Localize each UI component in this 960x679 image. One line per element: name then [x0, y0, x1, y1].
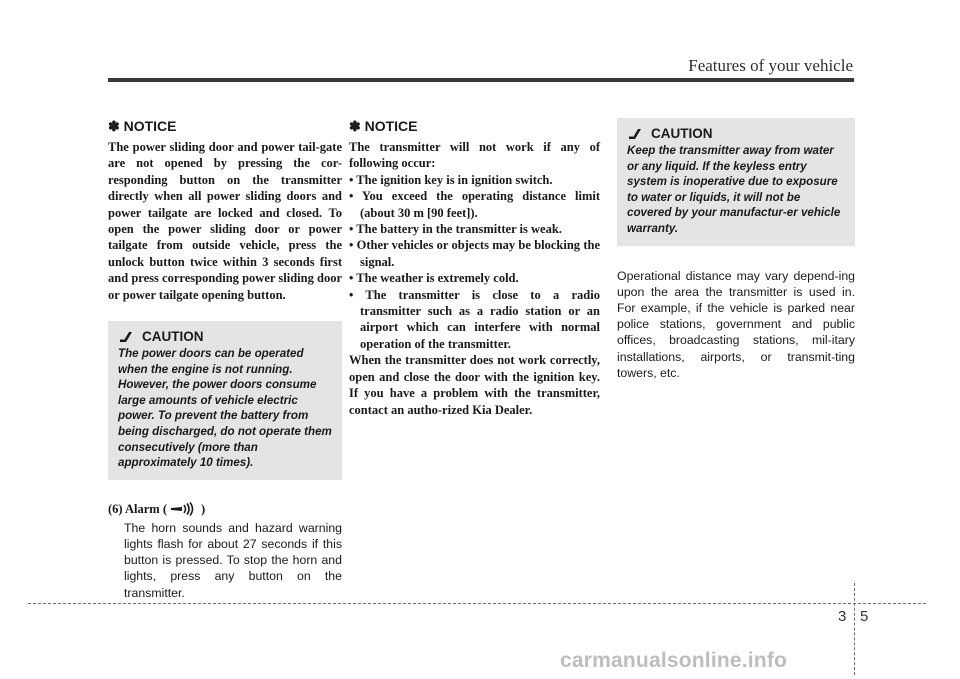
caution-box — [617, 118, 855, 246]
alarm-label-prefix: (6) Alarm ( — [108, 501, 168, 516]
notice-outro: When the transmitter does not work correctly, open and close the door with the ignition key. If you have a problem with the transmitter, contact an autho-rized Kia Dealer. — [349, 353, 600, 417]
alarm-body: The horn sounds and hazard warning lights flash for about 27 seconds if this button is pressed. To stop the horn and lights, press any button on the transmitter. — [124, 520, 342, 600]
caution-title: CAUTION — [651, 126, 713, 141]
notice-body: The power sliding door and power tail-gate are not opened by pressing the cor-responding button on the transmitter directly when all power sliding doors and power tailgate are locked and closed. To open the power sliding door or power tailgate from outside vehicle, press the unlock button twice within 3 seconds first and press corresponding power sliding door or power tailgate opening button. — [108, 140, 342, 302]
list-item: • You exceed the operating distance limit (about 30 m [90 feet]). — [349, 189, 600, 220]
list-item: • The ignition key is in ignition switch. — [349, 172, 553, 187]
notice-title: ✽ NOTICE — [349, 118, 418, 134]
horn-icon — [170, 502, 198, 516]
watermark: carmanualsonline.info — [560, 649, 788, 672]
list-item: • The battery in the transmitter is weak. — [349, 222, 562, 237]
header-rule — [108, 78, 854, 82]
notice-intro: The transmitter will not work if any of following occur: — [349, 140, 600, 171]
caution-box — [108, 321, 342, 480]
page-header-title: Features of your vehicle — [688, 56, 853, 75]
caution-slash-icon — [118, 331, 136, 343]
caution-text: The power doors can be operated when the engine is not running. However, the power doors consume large amounts of vehicle electric power. To prevent the battery from being discharged, do not operate them consecutively (more than approximately 10 times). — [118, 347, 332, 470]
right-column — [617, 118, 855, 381]
alarm-section — [108, 502, 342, 601]
page-number-separator — [854, 583, 855, 675]
middle-column — [349, 118, 600, 418]
list-item: • The transmitter is close to a radio transmitter such as a radio station or an airport which can interfere with normal operation of the transmitter. — [349, 287, 600, 351]
caution-slash-icon — [627, 128, 645, 140]
left-column — [108, 118, 342, 601]
operational-distance-paragraph: Operational distance may vary depend-ing upon the area the transmitter is used in. For example, if the vehicle is parked near police stations, government and public offices, broadcasting stations, mil-itary installations, airports, or transmit-ting towers, etc. — [617, 268, 855, 380]
alarm-label-suffix: ) — [201, 501, 206, 516]
caution-text: Keep the transmitter away from water or any liquid. If the keyless entry system is inoperative due to exposure to water or liquids, it will not be covered by your manufactur-er vehicle warranty. — [627, 144, 841, 235]
list-item: • Other vehicles or objects may be blocking the signal. — [349, 238, 600, 269]
notice-bullet-list — [349, 172, 600, 352]
notice-title: ✽ NOTICE — [108, 118, 177, 134]
chapter-number: 3 — [838, 608, 847, 625]
caution-title: CAUTION — [142, 329, 204, 345]
footer-rule — [28, 603, 926, 604]
alarm-heading — [108, 502, 342, 517]
page-number: 5 — [860, 608, 869, 625]
list-item: • The weather is extremely cold. — [349, 271, 519, 286]
